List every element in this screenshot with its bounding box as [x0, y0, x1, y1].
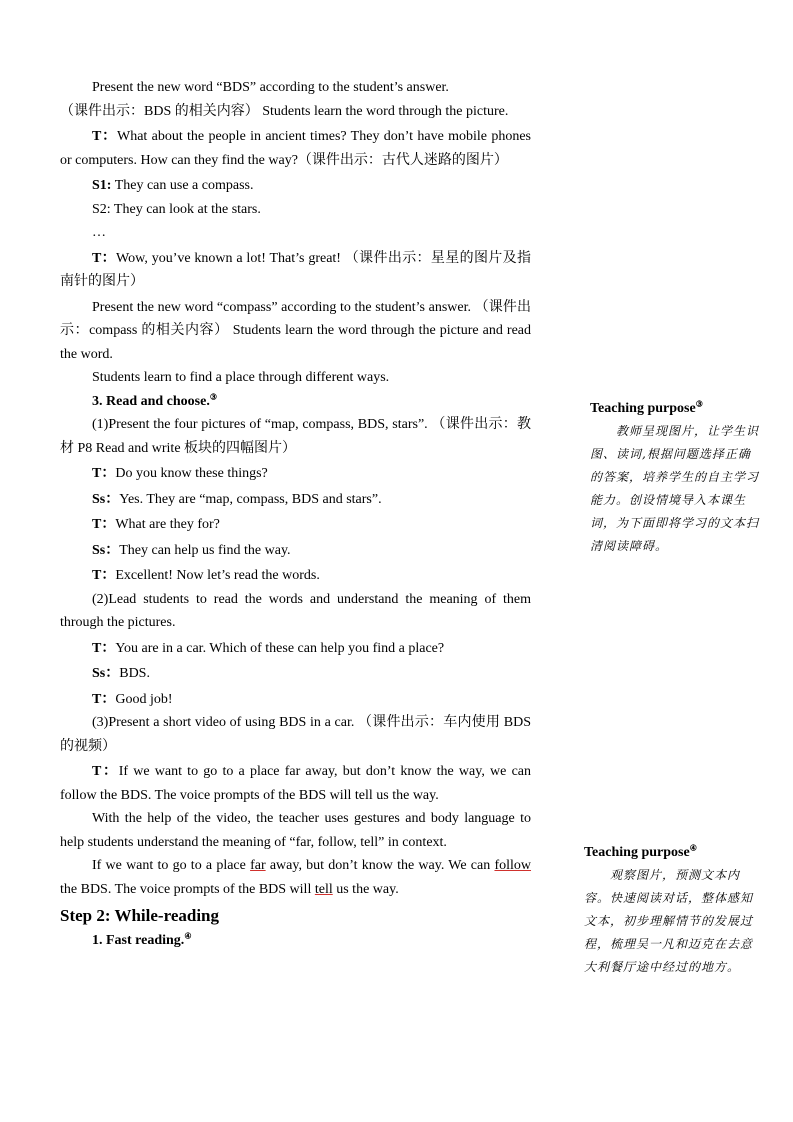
dialogue-text: They can help us find the way. [119, 542, 291, 558]
paragraph: With the help of the video, the teacher uses gestures and body language to help students understand the meaning of “far, follow, tell” in context. [60, 811, 531, 850]
dialogue-line [60, 637, 531, 661]
note-body: 教师呈现图片，让学生识图、读词,根据问题选择正确的答案，培养学生的自主学习能力。创设情境导入本课生词，为下面即将学习的文本扫清阅读障碍。 [590, 424, 760, 553]
ellipsis-line: … [92, 225, 106, 240]
dialogue-line [60, 513, 531, 537]
speaker-label: T： [92, 466, 116, 481]
dialogue-line [60, 760, 531, 807]
speaker-label: T： [92, 764, 119, 779]
speaker-label: Ss： [92, 542, 120, 558]
speaker-label: Ss： [92, 491, 120, 507]
paragraph: Students learn to find a place through different ways. [92, 370, 390, 385]
paragraph: (3)Present a short video of using BDS in a car. （课件出示：车内使用 BDS 的视频） [60, 715, 531, 754]
key-word-tell: tell [314, 881, 333, 897]
paragraph-key-words [60, 854, 531, 901]
footnote-marker: ③ [695, 399, 703, 409]
speaker-label: T： [92, 640, 116, 656]
section-heading [60, 390, 531, 414]
section-heading-text: 1. Fast reading. [92, 933, 185, 948]
footnote-marker: ④ [184, 931, 192, 941]
step-heading: Step 2: While-reading [60, 906, 219, 925]
key-word-far: far [250, 858, 266, 873]
dialogue-text: Do you know these things? [115, 466, 268, 481]
dialogue-text: Wow, you’ve known a lot! That’s great! （课件出示：星星的图片及指南针的图片） [60, 250, 531, 289]
speaker-label: T： [92, 129, 117, 144]
dialogue-text: Excellent! Now let’s read the words. [115, 568, 320, 583]
dialogue-line [60, 462, 531, 486]
speaker-label: Ss： [92, 666, 120, 681]
footnote-marker: ④ [689, 843, 697, 853]
dialogue-line [60, 174, 531, 198]
dialogue-line [60, 539, 531, 563]
teaching-purpose-note [590, 398, 762, 558]
note-title [590, 398, 762, 420]
section-heading-text: 3. Read and choose. [92, 393, 210, 409]
note-body: 观察图片，预测文本内容。快速阅读对话，整体感知文本，初步理解情节的发展过程，梳理吴一凡和迈克在去意大利餐厅途中经过的地方。 [584, 868, 754, 974]
text-run: us the way. [332, 881, 399, 897]
dialogue-line [60, 488, 531, 512]
dialogue-line [60, 662, 531, 686]
note-title [584, 842, 756, 864]
dialogue-text: Good job! [115, 691, 173, 707]
paragraph: Present the new word “compass” according to the student’s answer. （课件出示：compass 的相关内容） Students learn the word through the picture and read the word. [60, 299, 531, 362]
text-run: If we want to go to a place [92, 858, 251, 873]
dialogue-text: What are they for? [115, 517, 220, 532]
speaker-label: S1: [92, 178, 112, 193]
dialogue-line [60, 125, 531, 172]
dialogue-line [60, 564, 531, 588]
paragraph: （课件出示：BDS 的相关内容） Students learn the word through the picture. [60, 103, 509, 119]
section-heading [60, 929, 531, 953]
speaker-label: T： [92, 517, 116, 532]
text-run: the BDS. The voice prompts of the BDS will [60, 881, 315, 897]
paragraph: (1)Present the four pictures of “map, compass, BDS, stars”. （课件出示：教材 P8 Read and write 板块的四幅图片） [60, 417, 531, 456]
note-title-text: Teaching purpose [584, 845, 690, 860]
dialogue-text: They can use a compass. [111, 178, 254, 193]
dialogue-text: Yes. They are “map, compass, BDS and stars”. [119, 491, 382, 507]
text-run: away, but don’t know the way. We can [265, 858, 495, 873]
speaker-label: T： [92, 250, 117, 266]
dialogue-text: You are in a car. Which of these can help you find a place? [115, 640, 445, 656]
speaker-label: T： [92, 568, 116, 583]
key-word-follow: follow [494, 858, 532, 873]
dialogue-line: S2: They can look at the stars. [92, 201, 261, 217]
speaker-label: T： [92, 691, 116, 707]
dialogue-text: If we want to go to a place far away, but don’t know the way, we can follow the BDS. The voice prompts of the BDS will tell us the way. [60, 764, 531, 803]
dialogue-line [60, 247, 531, 294]
paragraph: (2)Lead students to read the words and understand the meaning of them through the pictures. [60, 591, 531, 630]
teaching-purpose-note [584, 842, 756, 979]
note-title-text: Teaching purpose [590, 401, 696, 416]
lesson-plan-body [60, 76, 531, 953]
paragraph: Present the new word “BDS” according to the student’s answer. [92, 80, 449, 95]
dialogue-text: What about the people in ancient times? They don’t have mobile phones or computers. How can they find the way?（课件出示：古代人迷路的图片） [60, 129, 531, 168]
dialogue-text: BDS. [119, 666, 150, 681]
dialogue-line [60, 688, 531, 712]
footnote-marker: ③ [209, 391, 218, 401]
